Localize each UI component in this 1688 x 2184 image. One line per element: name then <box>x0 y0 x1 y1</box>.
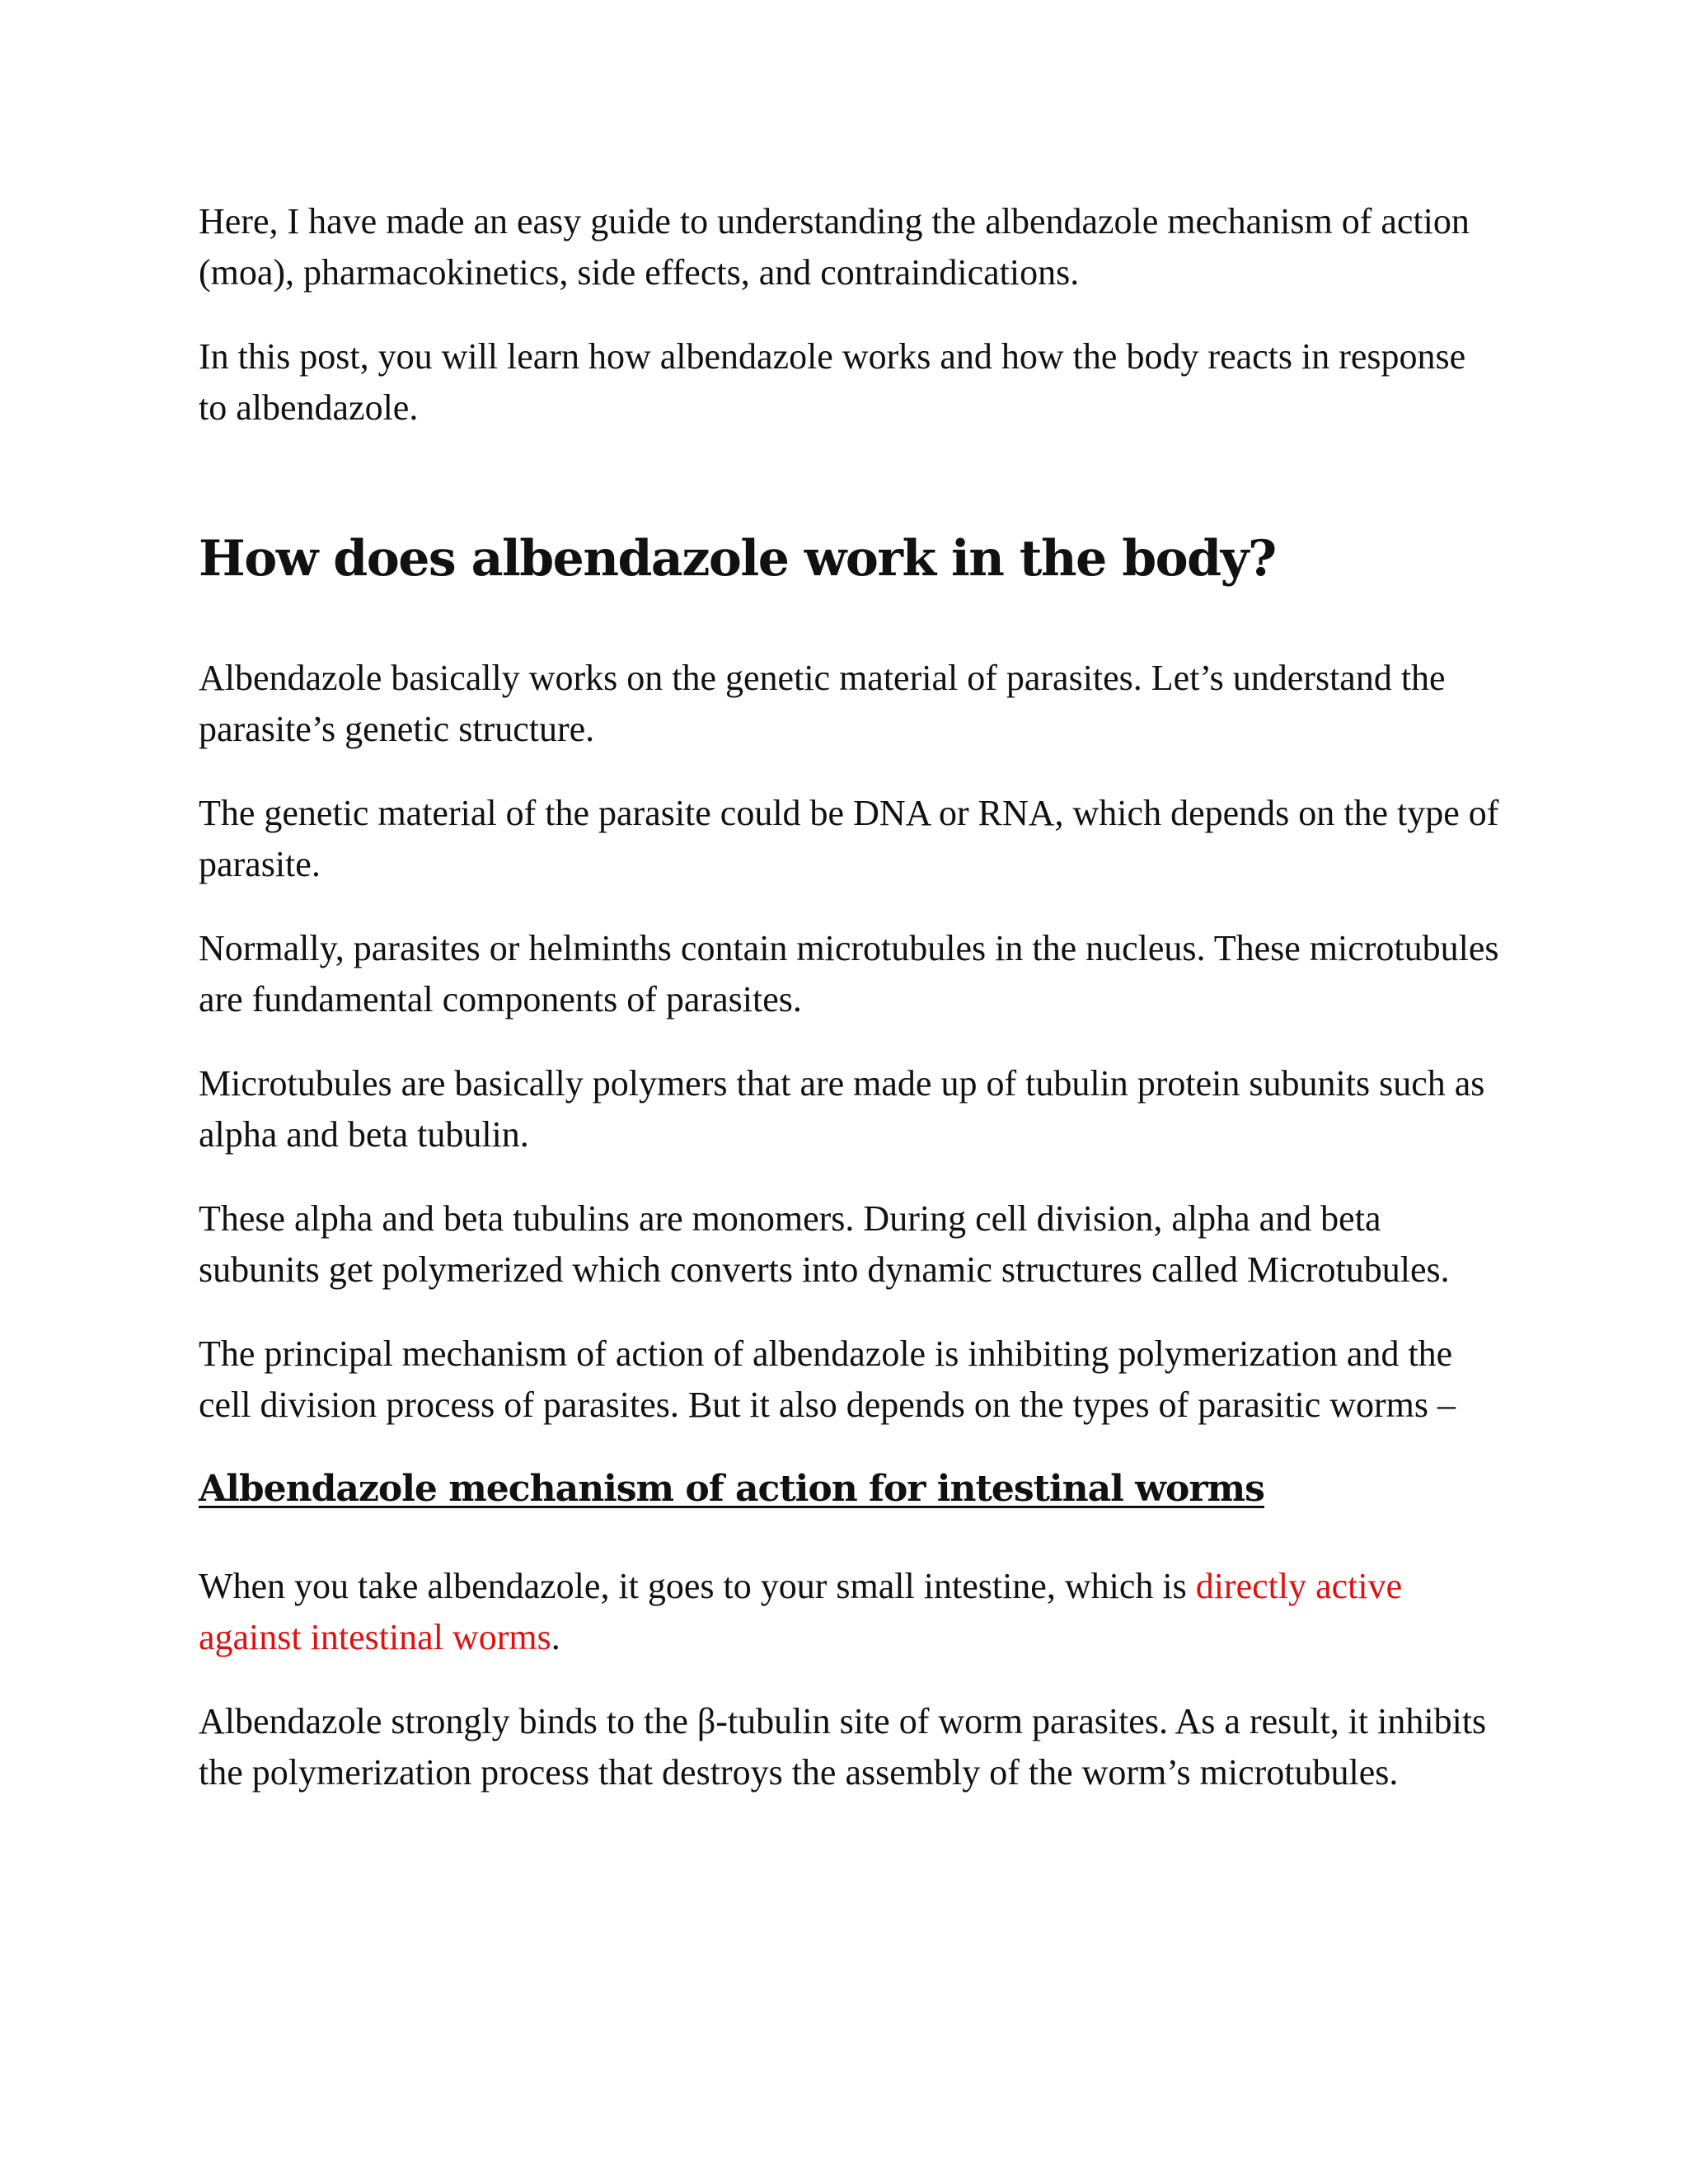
subsection-heading-intestinal-worms: Albendazole mechanism of action for intestinal worms <box>199 1468 1264 1510</box>
section2-paragraph-1-end: . <box>551 1617 560 1657</box>
section2-paragraph-2: Albendazole strongly binds to the β-tubulin site of worm parasites. As a result, it inhibits the polymerization process that destroys the assembly of the worm’s microtubules. <box>199 1701 1487 1793</box>
section-heading-how-it-works: How does albendazole work in the body? <box>199 530 1276 588</box>
section1-paragraph-6: The principal mechanism of action of albendazole is inhibiting polymerization and the cell division process of parasites. But it also depends on the types of parasitic worms – <box>199 1333 1456 1425</box>
section1-paragraph-4: Microtubules are basically polymers that are made up of tubulin protein subunits such as alpha and beta tubulin. <box>199 1063 1485 1155</box>
section1-paragraph-2: The genetic material of the parasite could be DNA or RNA, which depends on the type of parasite. <box>199 793 1499 884</box>
section1-paragraph-5: These alpha and beta tubulins are monomers. During cell division, alpha and beta subunits get polymerized which converts into dynamic structures called Microtubules. <box>199 1198 1450 1290</box>
intro-paragraph-1: Here, I have made an easy guide to understanding the albendazole mechanism of action (moa), pharmacokinetics, side effects, and contraindications. <box>199 201 1470 293</box>
section1-paragraph-1: Albendazole basically works on the genetic material of parasites. Let’s understand the parasite’s genetic structure. <box>199 658 1446 749</box>
intro-paragraph-2: In this post, you will learn how albendazole works and how the body reacts in response to albendazole. <box>199 336 1466 428</box>
section1-paragraph-3: Normally, parasites or helminths contain microtubules in the nucleus. These microtubules are fundamental components of parasites. <box>199 928 1499 1019</box>
highlighted-text: directly active against intestinal worms <box>199 1566 1403 1657</box>
section2-paragraph-1 <box>199 1561 1501 1663</box>
article-body <box>199 196 1501 1831</box>
section2-paragraph-1-start: When you take albendazole, it goes to your small intestine, which is <box>199 1566 1196 1606</box>
